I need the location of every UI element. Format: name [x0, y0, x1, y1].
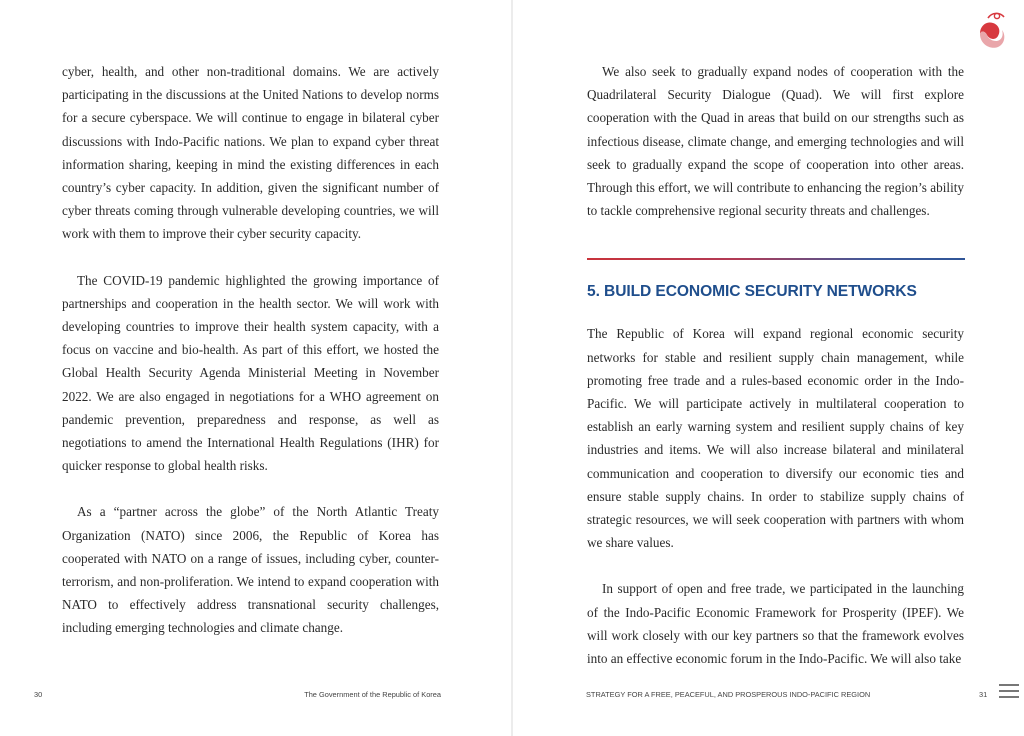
right-page-body — [587, 60, 964, 693]
publisher-footer: The Government of the Republic of Korea — [304, 690, 441, 699]
trigram-menu-icon[interactable] — [999, 684, 1019, 702]
taegeuk-logo-icon — [974, 8, 1014, 52]
paragraph-ipef: In support of open and free trade, we participated in the launching of the Indo-Pacific Economic Framework for Prosperity (IPEF). We will work closely with our key partners so that the framework evolves into an effective economic forum in the Indo-Pacific. We will also take — [587, 581, 964, 667]
paragraph-nato: As a “partner across the globe” of the North Atlantic Treaty Organization (NATO) since 2006, the Republic of Korea has cooperated with NATO on a range of issues, including cyber, counter-terrorism, and non-proliferation. We intend to expand cooperation with NATO to effectively address transnational security challenges, including emerging technologies and climate change. — [62, 504, 439, 636]
paragraph-economic-security: The Republic of Korea will expand regional economic security networks for stable and resilient supply chain management, while promoting free trade and a rules-based economic order in the Indo-Pacific. We will participate actively in multilateral cooperation to establish an early warning system and resilient supply chains of key industries and items. We will also increase bilateral and minilateral communication and cooperation to diversify our economic ties and ensure stable supply chains. In order to stabilize supply chains of strategic resources, we will seek cooperation with partners with whom we share values. — [587, 326, 964, 551]
left-page-body — [62, 60, 439, 663]
page-number-right: 31 — [979, 690, 988, 699]
page-gutter — [511, 0, 513, 736]
section-heading: 5. BUILD ECONOMIC SECURITY NETWORKS — [587, 283, 917, 301]
paragraph-health: The COVID-19 pandemic highlighted the growing importance of partnerships and cooperation in the health sector. We will work with developing countries to improve their health system capacity, with a focus on vaccine and bio-health. As part of this effort, we hosted the Global Health Security Agenda Ministerial Meeting in November 2022. We are also engaged in negotiations for a WHO agreement on pandemic prevention, preparedness and response, as well as negotiations to amend the International Health Regulations (IHR) for quicker response to global health risks. — [62, 272, 439, 474]
section-divider — [587, 258, 965, 260]
page-number-left: 30 — [34, 690, 43, 699]
running-title-footer: STRATEGY FOR A FREE, PEACEFUL, AND PROSPEROUS INDO-PACIFIC REGION — [586, 690, 871, 699]
paragraph-cyber: cyber, health, and other non-traditional domains. We are actively participating in the discussions at the United Nations to develop norms for a secure cyberspace. We will continue to engage in bilateral cyber discussions with Indo-Pacific nations. We plan to expand cyber threat information sharing, keeping in mind the existing differences in each country’s cyber capacity. In addition, given the significant number of cyber threats coming through vulnerable developing countries, we will work with them to improve their cyber security capacity. — [62, 64, 439, 242]
paragraph-quad: We also seek to gradually expand nodes of cooperation with the Quadrilateral Security Dialogue (Quad). We will first explore cooperation with the Quad in areas that build on our strengths such as infectious disease, climate change, and emerging technologies and will seek to gradually expand the scope of cooperation into other areas. Through this effort, we will contribute to enhancing the region’s ability to tackle comprehensive regional security threats and challenges. — [587, 64, 964, 219]
